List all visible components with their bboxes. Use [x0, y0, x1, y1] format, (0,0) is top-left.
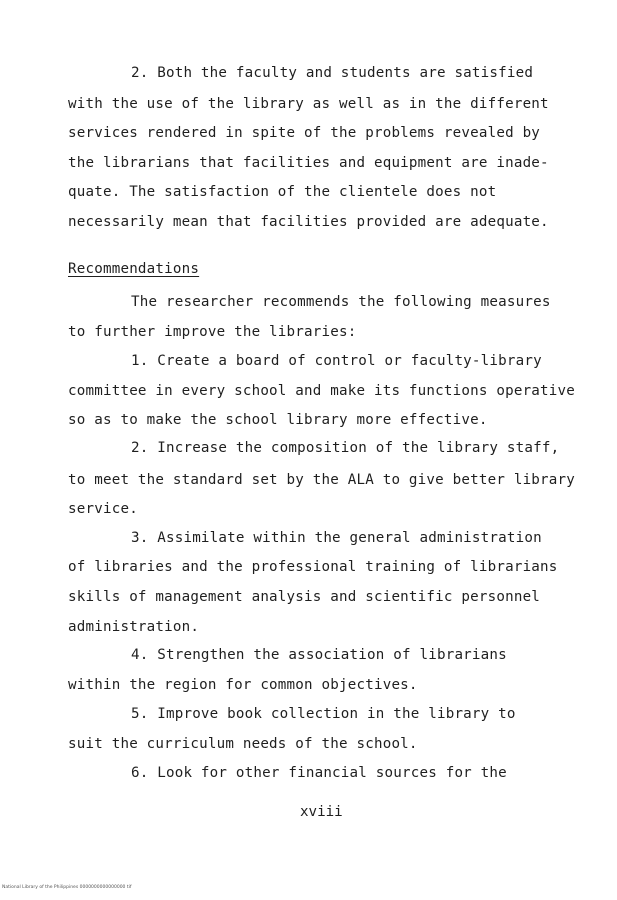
scan-footer: National Library of the Philippines 0000000000000000 tif [2, 885, 132, 890]
conclusion-2-line-4: the librarians that facilities and equipment are inade- [68, 155, 549, 171]
recommendation-1-line-2: committee in every school and make its functions operative [68, 383, 576, 399]
conclusion-2-line-5: quate. The satisfaction of the clientele does not [68, 184, 497, 200]
intro-line-1: The researcher recommends the following measures [131, 294, 551, 310]
recommendation-1-line-1: 1. Create a board of control or faculty-library [131, 353, 542, 369]
recommendation-3-line-2: of libraries and the professional training of librarians [68, 559, 558, 575]
recommendation-4-line-2: within the region for common objectives. [68, 677, 418, 693]
recommendation-1-line-3: so as to make the school library more effective. [68, 412, 488, 428]
recommendation-4-line-1: 4. Strengthen the association of librarians [131, 647, 507, 663]
recommendation-2-line-3: service. [68, 501, 138, 517]
conclusion-2-line-3: services rendered in spite of the problems revealed by [68, 125, 541, 141]
intro-line-2: to further improve the libraries: [68, 324, 357, 340]
recommendation-3-line-3: skills of management analysis and scientific personnel [68, 589, 541, 605]
conclusion-2-line-6: necessarily mean that facilities provided are adequate. [68, 214, 549, 230]
recommendation-5-line-1: 5. Improve book collection in the library to [131, 706, 516, 722]
recommendation-5-line-2: suit the curriculum needs of the school. [68, 736, 418, 752]
recommendation-2-line-2: to meet the standard set by the ALA to give better library [68, 472, 576, 488]
recommendation-3-line-1: 3. Assimilate within the general administration [131, 530, 542, 546]
recommendation-3-line-4: administration. [68, 619, 200, 635]
recommendation-6-line-1: 6. Look for other financial sources for the [131, 765, 507, 781]
conclusion-2-line-2: with the use of the library as well as in the different [68, 96, 549, 112]
conclusion-2-line-1: 2. Both the faculty and students are satisfied [131, 65, 534, 81]
page-number: xviii [300, 804, 343, 820]
recommendations-heading: Recommendations [68, 261, 200, 277]
recommendation-2-line-1: 2. Increase the composition of the library staff, [131, 440, 560, 456]
